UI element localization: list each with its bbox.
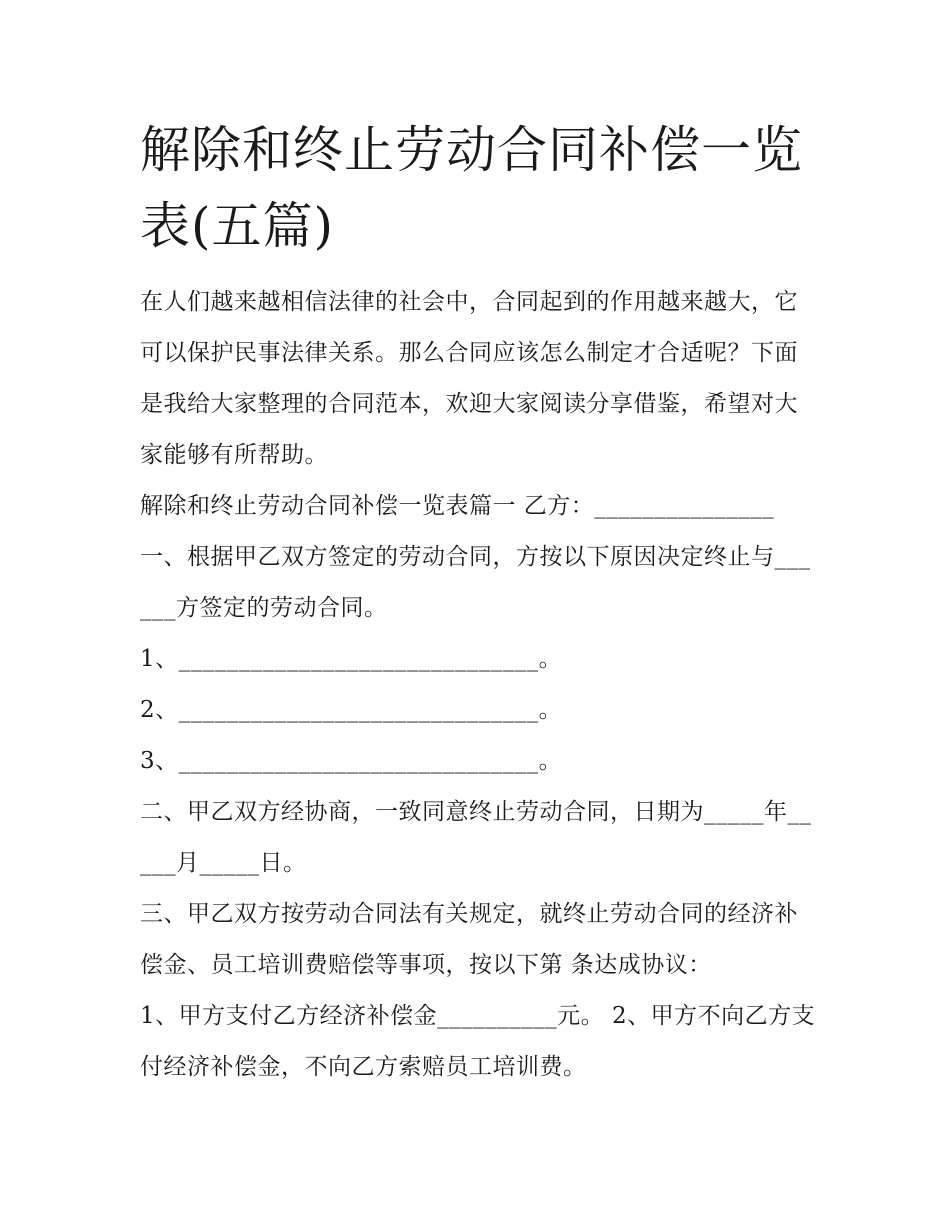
document-title: 解除和终止劳动合同补偿一览表(五篇) — [140, 121, 803, 255]
section-heading: 解除和终止劳动合同补偿一览表篇一 乙方：_______________ — [140, 493, 775, 519]
clause-2: 二、甲乙双方经协商，一致同意终止劳动合同，日期为_____年_____月_____日。 — [140, 799, 812, 876]
list-item-3: 3、______________________________。 — [140, 748, 563, 774]
list-item-2: 2、______________________________。 — [140, 697, 563, 723]
payment-terms: 1、甲方支付乙方经济补偿金__________元。 2、甲方不向乙方支付经济补偿金，不向乙方索赔员工培训费。 — [140, 1003, 816, 1080]
list-item-1: 1、______________________________。 — [140, 646, 563, 672]
clause-3: 三、甲乙双方按劳动合同法有关规定，就终止劳动合同的经济补偿金、员工培训费赔偿等事项，按以下第 条达成协议： — [140, 901, 798, 978]
intro-paragraph: 在人们越来越相信法律的社会中，合同起到的作用越来越大，它可以保护民事法律关系。那么合同应该怎么制定才合适呢？下面是我给大家整理的合同范本，欢迎大家阅读分享借鉴，希望对大家能够有所帮助。 — [140, 289, 798, 468]
clause-1: 一、根据甲乙双方签定的劳动合同，方按以下原因决定终止与______方签定的劳动合同。 — [140, 544, 811, 621]
document-body — [140, 277, 820, 1093]
